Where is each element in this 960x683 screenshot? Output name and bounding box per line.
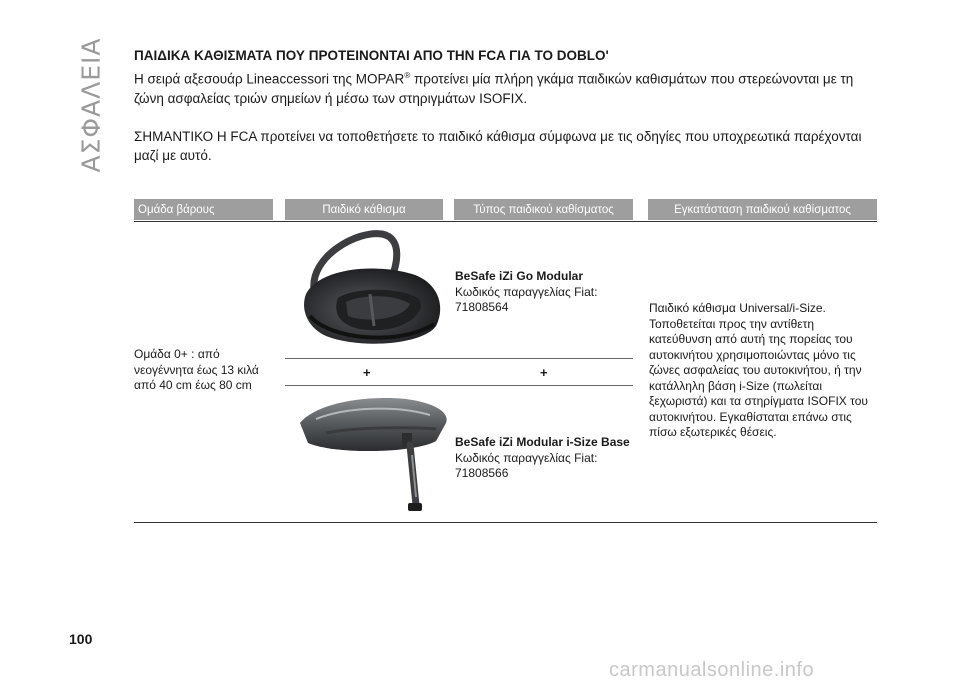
table-top-rule	[134, 221, 877, 222]
isofix-base-image	[296, 393, 452, 517]
seat1-name: BeSafe iZi Go Modular	[455, 269, 584, 283]
seat2-code: 71808566	[455, 466, 509, 480]
seat1-code-label: Κωδικός παραγγελίας Fiat:	[455, 284, 598, 299]
intro-paragraph	[134, 66, 874, 108]
plus-sign-type: +	[540, 365, 548, 380]
important-note: ΣΗΜΑΝΤΙΚΟ Η FCA προτείνει να τοποθετήσετε το παιδικό κάθισμα σύμφωνα με τις οδηγίες που υποχρεωτικά παρέχονται μαζί με αυτό.	[134, 129, 862, 163]
header-child-seat: Παιδικό κάθισμα	[285, 199, 443, 220]
watermark: carmanualsonline.info	[609, 659, 815, 681]
section-side-title-text: ΑΣΦΑΛΕΙΑ	[76, 37, 106, 173]
row-divider-top	[285, 358, 633, 359]
table-bottom-rule	[134, 522, 877, 523]
weight-group-cell: Ομάδα 0+ : από νεογέννητα έως 13 κιλά από 40 cm έως 80 cm	[134, 347, 259, 392]
seat1-code: 71808564	[455, 300, 509, 314]
seat2-code-label: Κωδικός παραγγελίας Fiat:	[455, 450, 598, 465]
seat2-details	[455, 435, 635, 482]
intro-text-1: Η σειρά αξεσουάρ Lineaccessori της MOPAR	[134, 71, 405, 87]
seat2-name: BeSafe iZi Modular i-Size Base	[455, 435, 630, 449]
row-divider-bottom	[285, 385, 633, 386]
section-side-title	[74, 37, 108, 173]
plus-sign-seat: +	[363, 365, 371, 380]
registered-mark: ®	[404, 71, 411, 80]
page-number: 100	[69, 631, 93, 647]
seat1-details	[455, 269, 635, 316]
header-seat-type: Τύπος παιδικού καθίσματος	[454, 199, 633, 220]
infant-carrier-image	[300, 228, 450, 352]
header-weight-group: Ομάδα βάρους	[134, 199, 273, 220]
page-heading: ΠΑΙΔΙΚΑ ΚΑΘΙΣΜΑΤΑ ΠΟΥ ΠΡΟΤΕΙΝΟΝΤΑΙ ΑΠΟ ΤΗΝ FCA ΓΙΑ ΤΟ DOBLO'	[134, 48, 609, 63]
header-installation: Εγκατάσταση παιδικού καθίσματος	[648, 199, 877, 220]
intro-text-2: προτείνει μία πλήρη γκάμα παιδικών καθισμάτων που στερεώνονται με τη ζώνη ασφαλείας τριών σημείων ή μέσω των στηριγμάτων ISOFIX.	[134, 71, 854, 106]
installation-cell: Παιδικό κάθισμα Universal/i-Size. Τοποθετείται προς την αντίθετη κατεύθυνση από αυτή της πορείας του αυτοκινήτου χρησιμοποιώντας μόνο τις ζώνες ασφαλείας του αυτοκινήτου, ή την κατάλληλη βάση i-Size (πωλείται ξεχωριστά) και τα στηρίγματα ISOFIX του αυτοκινήτου. Εγκαθίσταται επάνω στις πίσω εξωτερικές θέσεις.	[649, 301, 868, 439]
